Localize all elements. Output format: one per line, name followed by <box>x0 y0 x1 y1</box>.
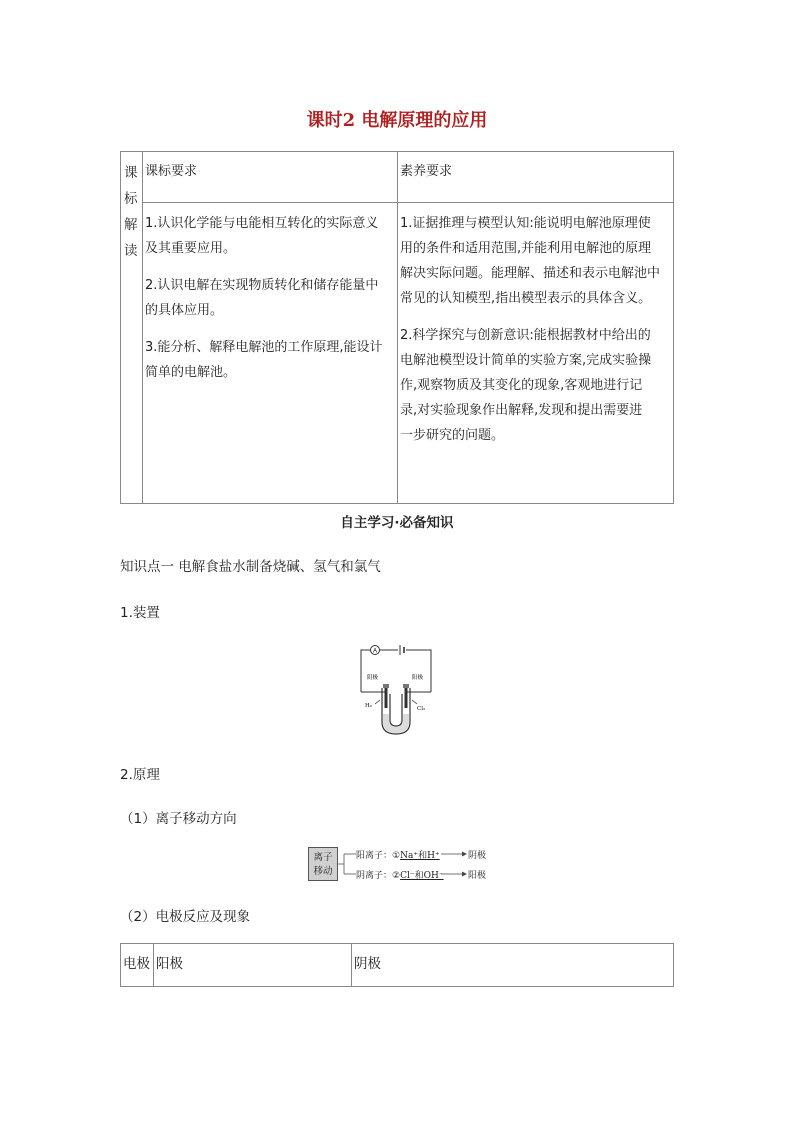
side-label-cell <box>121 152 143 504</box>
knowledge-point-heading: 知识点一 电解食盐水制备烧碱、氢气和氯气 <box>120 559 381 575</box>
anion-target: 阳极 <box>468 871 487 881</box>
box-line: 离子 <box>313 852 333 863</box>
text-line: 3.能分析、解释电解池的工作原理,能设计 <box>145 340 383 355</box>
text-line: 及其重要应用。 <box>145 241 237 256</box>
arrow-icon <box>441 870 467 878</box>
header-cell: 阴极 <box>352 944 674 987</box>
arrow-icon <box>441 850 467 858</box>
text-line: 2.认识电解在实现物质转化和储存能量中 <box>145 278 379 293</box>
anion-row <box>356 868 444 881</box>
text-line: 1.认识化学能与电能相互转化的实际意义 <box>145 216 379 231</box>
side-char: 读 <box>124 243 138 259</box>
text-line: 的具体应用。 <box>145 303 224 318</box>
cation-target: 阴极 <box>468 851 487 861</box>
curriculum-table <box>120 151 674 504</box>
header-cell: 电极 <box>121 944 154 987</box>
cation-prefix: 阳离子：① <box>356 851 401 861</box>
page-title: 课时2 电解原理的应用 <box>306 110 488 131</box>
text-line: 2.科学探究与创新意识:能根据教材中给出的 <box>400 328 651 343</box>
text-line: 录,对实验现象作出解释,发现和提出需要进 <box>400 403 643 418</box>
text-line: 电解池模型设计简单的实验方案,完成实验操 <box>400 353 652 368</box>
cation-ions: Na⁺和H⁺ <box>400 851 440 861</box>
text-line: 作,观察物质及其变化的现象,客观地进行记 <box>400 378 643 393</box>
header-cell: 阳极 <box>154 944 352 987</box>
anion-prefix: 阴离子：② <box>356 871 401 881</box>
right-electrode-label: 阳极 <box>412 675 424 681</box>
right-gas-label: Cl₂ <box>417 706 426 712</box>
text-line: 一步研究的问题。 <box>400 428 505 443</box>
bracket-lines <box>338 847 358 881</box>
side-char: 解 <box>124 217 138 233</box>
cation-row <box>356 848 440 861</box>
col2-body <box>398 203 674 504</box>
text-line: 解决实际问题。能理解、描述和表示电解池中 <box>400 266 661 281</box>
electrolysis-apparatus-diagram <box>355 644 437 736</box>
text-line: 1.证据推理与模型认知:能说明电解池原理使 <box>400 216 651 231</box>
electrode-table <box>120 943 674 987</box>
col1-body <box>143 203 398 504</box>
anion-ions: Cl⁻和OH⁻ <box>400 871 444 881</box>
left-gas-label: H₂ <box>365 703 373 709</box>
ion-movement-box <box>308 847 338 881</box>
item-heading: 2.原理 <box>120 767 160 783</box>
sub-heading: （1）离子移动方向 <box>120 811 237 827</box>
side-char: 课 <box>124 165 138 181</box>
side-char: 标 <box>124 191 138 207</box>
text-line: 常见的认知模型,指出模型表示的具体含义。 <box>400 291 652 306</box>
text-line: 用的条件和适用范围,并能利用电解池的原理 <box>400 241 652 256</box>
section-title: 自主学习·必备知识 <box>340 515 454 531</box>
text-line: 简单的电解池。 <box>145 365 237 380</box>
ammeter-label: A <box>372 648 378 655</box>
col2-header: 素养要求 <box>398 152 674 203</box>
box-line: 移动 <box>313 866 333 877</box>
sub-heading: （2）电极反应及现象 <box>120 909 251 925</box>
col1-header: 课标要求 <box>143 152 398 203</box>
left-electrode-label: 阴极 <box>367 675 379 681</box>
item-heading: 1.装置 <box>120 605 160 621</box>
